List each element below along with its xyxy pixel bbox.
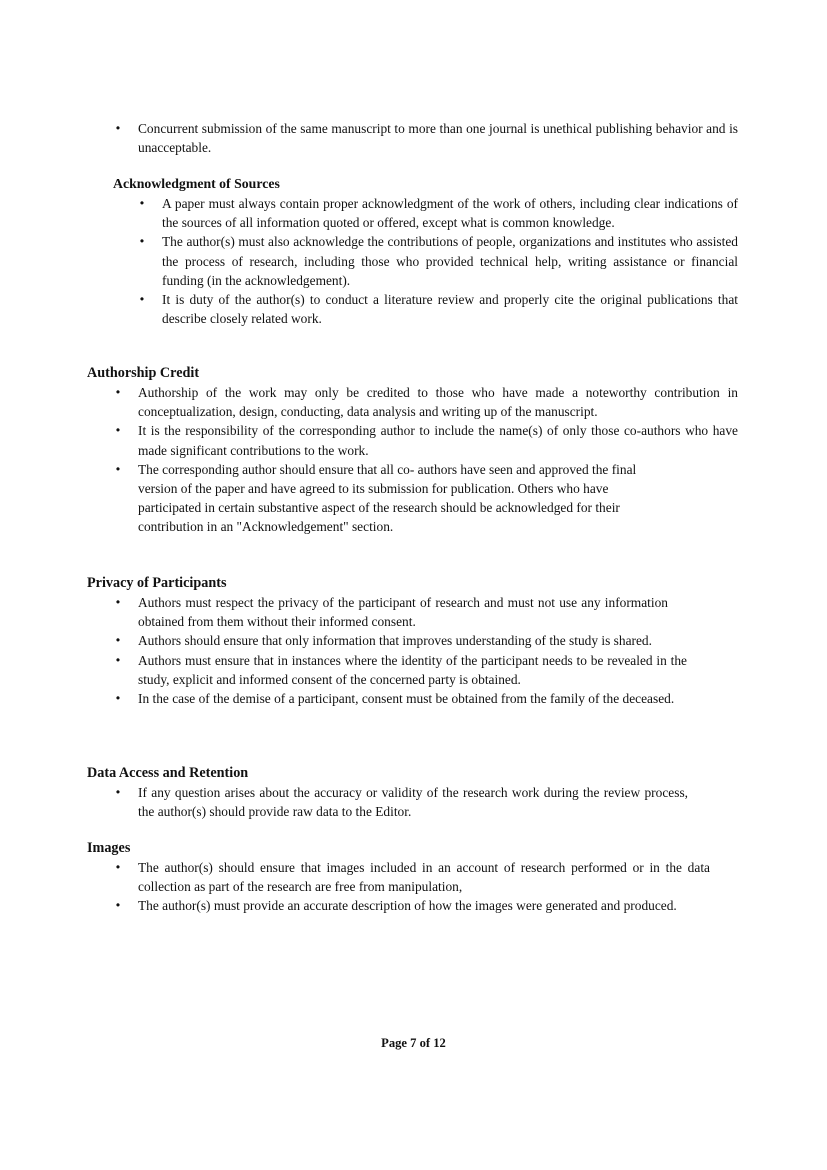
- bullet-marker: •: [139, 196, 145, 210]
- bullet-marker: •: [139, 234, 145, 249]
- intro-list: [113, 119, 738, 157]
- section-heading-images: Images: [87, 840, 131, 856]
- section-heading-privacy: Privacy of Participants: [87, 575, 227, 591]
- list-item: [113, 383, 738, 421]
- list-item-text: It is the responsibility of the corresponding author to include the name(s) of only those co-authors who have made significant contributions to the work.: [138, 423, 738, 458]
- list-item: [113, 689, 720, 708]
- images-list: [113, 858, 710, 916]
- page-number: Page 7 of 12: [381, 1036, 446, 1050]
- bullet-marker: •: [115, 423, 121, 438]
- list-item: [113, 783, 688, 821]
- list-item-text: A paper must always contain proper acknowledgment of the work of others, including clear indications of the sources of all information quoted or offered, except what is common knowledge.: [162, 196, 738, 231]
- privacy-list: [113, 593, 720, 708]
- list-item: [113, 896, 680, 915]
- list-item-text: Authors must respect the privacy of the participant of research and must not use any information obtained from them without their informed consent.: [138, 595, 668, 630]
- list-item-text: Authors should ensure that only information that improves understanding of the study is shared.: [138, 633, 652, 649]
- list-item: [113, 593, 668, 631]
- list-item-text: The corresponding author should ensure that all co- authors have seen and approved the final version of the paper and have agreed to its submission for publication. Others who have participated in certain substantive aspect of the research should be acknowledged for their contribution in an "Acknowledgement" section.: [138, 461, 637, 535]
- list-item: [137, 290, 738, 328]
- list-item: [137, 232, 738, 290]
- list-item-text: Authors must ensure that in instances where the identity of the participant needs to be revealed in the study, explicit and informed consent of the concerned party is obtained.: [138, 652, 687, 687]
- bullet-marker: •: [115, 652, 121, 667]
- list-item-text: In the case of the demise of a participant, consent must be obtained from the family of the deceased.: [138, 691, 675, 707]
- bullet-marker: •: [139, 292, 145, 307]
- section-heading-authorship: Authorship Credit: [87, 365, 200, 381]
- list-item-text: The author(s) must also acknowledge the contributions of people, organizations and institutes who assisted the process of research, including those who provided technical help, writing assistance or financial funding (in the acknowledgement).: [162, 234, 738, 288]
- list-item: [113, 460, 673, 537]
- list-item-text: The author(s) should ensure that images included in an account of research performed or in the data collection as part of the research are free from manipulation,: [138, 860, 710, 895]
- list-item-text: If any question arises about the accuracy or validity of the research work during the review process, the author(s) should provide raw data to the Editor.: [138, 785, 688, 820]
- bullet-marker: •: [115, 385, 121, 399]
- list-item: [113, 858, 710, 896]
- list-item: [113, 631, 720, 650]
- bullet-marker: •: [115, 898, 121, 913]
- authorship-list: [113, 383, 738, 537]
- section-heading-acknowledgment: Acknowledgment of Sources: [113, 176, 280, 191]
- bullet-marker: •: [115, 860, 121, 874]
- bullet-marker: •: [115, 595, 121, 609]
- list-item-text: Concurrent submission of the same manuscript to more than one journal is unethical publishing behavior and is unacceptable.: [138, 121, 738, 156]
- section-heading-data-access: Data Access and Retention: [87, 765, 249, 781]
- list-item: [113, 421, 738, 459]
- bullet-marker: •: [115, 461, 121, 476]
- acknowledgment-list: [137, 194, 738, 328]
- bullet-marker: •: [115, 633, 121, 648]
- list-item: [137, 194, 738, 232]
- list-item-text: The author(s) must provide an accurate description of how the images were generated and produced.: [138, 898, 677, 914]
- list-item: [113, 651, 687, 689]
- list-item-text: Authorship of the work may only be credited to those who have made a noteworthy contribution in conceptualization, design, conducting, data analysis and writing up of the manuscript.: [138, 385, 738, 420]
- bullet-marker: •: [115, 691, 121, 706]
- data-access-list: [113, 783, 688, 821]
- list-item: [113, 119, 738, 157]
- list-item-text: It is duty of the author(s) to conduct a literature review and properly cite the original publications that describe closely related work.: [162, 292, 738, 327]
- bullet-marker: •: [115, 785, 121, 799]
- bullet-marker: •: [115, 121, 121, 135]
